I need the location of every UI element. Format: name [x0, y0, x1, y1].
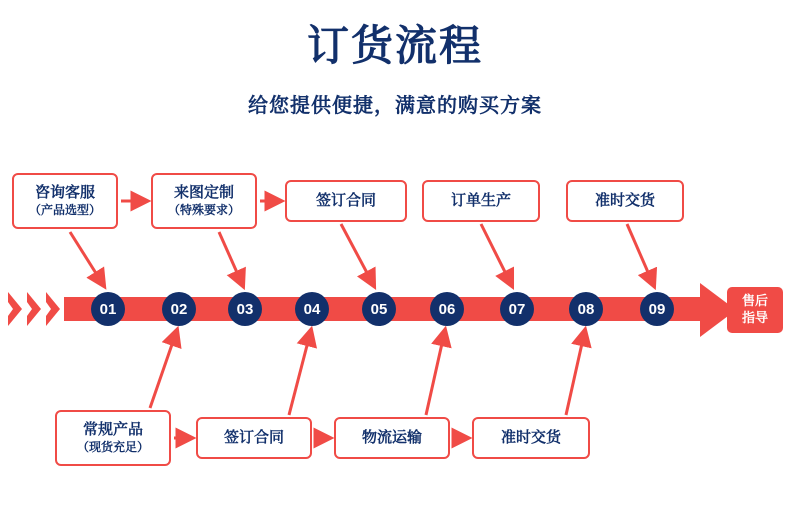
step-number-01: 01 [91, 292, 125, 326]
top-box-1-line2: （产品选型） [28, 202, 101, 217]
bottom-box-standard-product [55, 410, 171, 466]
top-box-1-line1: 咨询客服 [34, 184, 95, 202]
page-title: 订货流程 [306, 22, 483, 69]
after-sales-label-line1: 售后 [741, 293, 768, 309]
page-subtitle: 给您提供便捷，满意的购买方案 [248, 95, 542, 117]
bottom-box-on-time-delivery [472, 417, 590, 459]
top-box-order-production [422, 180, 540, 222]
step-number-03: 03 [228, 292, 262, 326]
bottom-box-sign-contract [196, 417, 312, 459]
top-box-3-line1: 签订合同 [315, 191, 376, 209]
step-number-04: 04 [295, 292, 329, 326]
chevron-right-icon-1 [8, 292, 26, 326]
after-sales-label-line2: 指导 [741, 310, 768, 325]
bottom-box-2-line1: 签订合同 [223, 428, 284, 446]
chevron-right-icon-3 [46, 292, 64, 326]
top-box-on-time-delivery [566, 180, 684, 222]
step-number-05: 05 [362, 292, 396, 326]
step-number-06: 06 [430, 292, 464, 326]
top-box-consult-service [12, 173, 118, 229]
top-box-4-line1: 订单生产 [450, 191, 511, 209]
step-number-02: 02 [162, 292, 196, 326]
chevron-right-icon-2 [27, 292, 45, 326]
after-sales-label [727, 287, 783, 333]
top-box-5-line1: 准时交货 [594, 191, 655, 209]
bottom-box-1-line2: （现货充足） [76, 439, 149, 454]
top-box-sign-contract [285, 180, 407, 222]
top-box-2-line1: 来图定制 [173, 184, 234, 202]
step-number-08: 08 [569, 292, 603, 326]
bottom-box-3-line1: 物流运输 [361, 428, 422, 446]
top-box-custom-drawing [151, 173, 257, 229]
bottom-box-4-line1: 准时交货 [500, 428, 561, 446]
top-box-2-line2: （特殊要求） [167, 202, 240, 217]
step-number-09: 09 [640, 292, 674, 326]
bottom-box-1-line1: 常规产品 [82, 421, 143, 439]
bottom-box-logistics [334, 417, 450, 459]
step-number-07: 07 [500, 292, 534, 326]
